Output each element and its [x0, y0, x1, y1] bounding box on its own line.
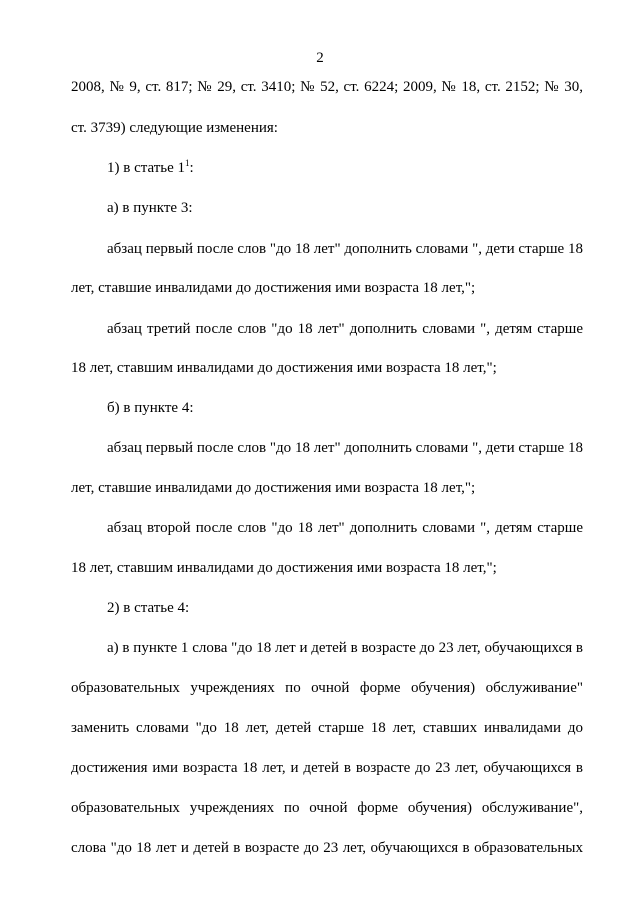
- text-line: абзац первый после слов "до 18 лет" дополнить словами ", дети старше 18: [107, 440, 583, 456]
- text-line: образовательных учреждениях по очной форме обучения) обслуживание",: [71, 800, 583, 816]
- text-fragment: 1) в статье 1: [107, 160, 186, 176]
- text-line: заменить словами "до 18 лет, детей старше 18 лет, ставших инвалидами до: [71, 720, 583, 736]
- text-line: 2008, № 9, ст. 817; № 29, ст. 3410; № 52, ст. 6224; 2009, № 18, ст. 2152; № 30,: [71, 79, 583, 95]
- text-line: слова "до 18 лет и детей в возрасте до 23 лет, обучающихся в образовательных: [71, 840, 583, 856]
- text-line: абзац третий после слов "до 18 лет" дополнить словами ", детям старше: [107, 321, 583, 337]
- text-line: 2) в статье 4:: [107, 600, 190, 616]
- text-line: абзац первый после слов "до 18 лет" дополнить словами ", дети старше 18: [107, 241, 583, 257]
- superscript: 1: [185, 158, 190, 168]
- text-line: достижения ими возраста 18 лет, и детей в возрасте до 23 лет, обучающихся в: [71, 760, 583, 776]
- text-line: а) в пункте 3:: [107, 200, 193, 216]
- text-line: лет, ставшие инвалидами до достижения ими возраста 18 лет,";: [71, 280, 476, 296]
- text-line: 18 лет, ставшим инвалидами до достижения ими возраста 18 лет,";: [71, 360, 497, 376]
- text-line: лет, ставшие инвалидами до достижения ими возраста 18 лет,";: [71, 480, 476, 496]
- page-number: 2: [316, 50, 324, 66]
- text-line: ст. 3739) следующие изменения:: [71, 120, 278, 136]
- text-line: а) в пункте 1 слова "до 18 лет и детей в возрасте до 23 лет, обучающихся в: [107, 640, 583, 656]
- text-line: 18 лет, ставшим инвалидами до достижения ими возраста 18 лет,";: [71, 560, 497, 576]
- text-fragment: :: [189, 160, 194, 176]
- text-line: [107, 159, 194, 177]
- text-line: абзац второй после слов "до 18 лет" дополнить словами ", детям старше: [107, 520, 583, 536]
- text-line: образовательных учреждениях по очной форме обучения) обслуживание": [71, 680, 583, 696]
- text-line: б) в пункте 4:: [107, 400, 194, 416]
